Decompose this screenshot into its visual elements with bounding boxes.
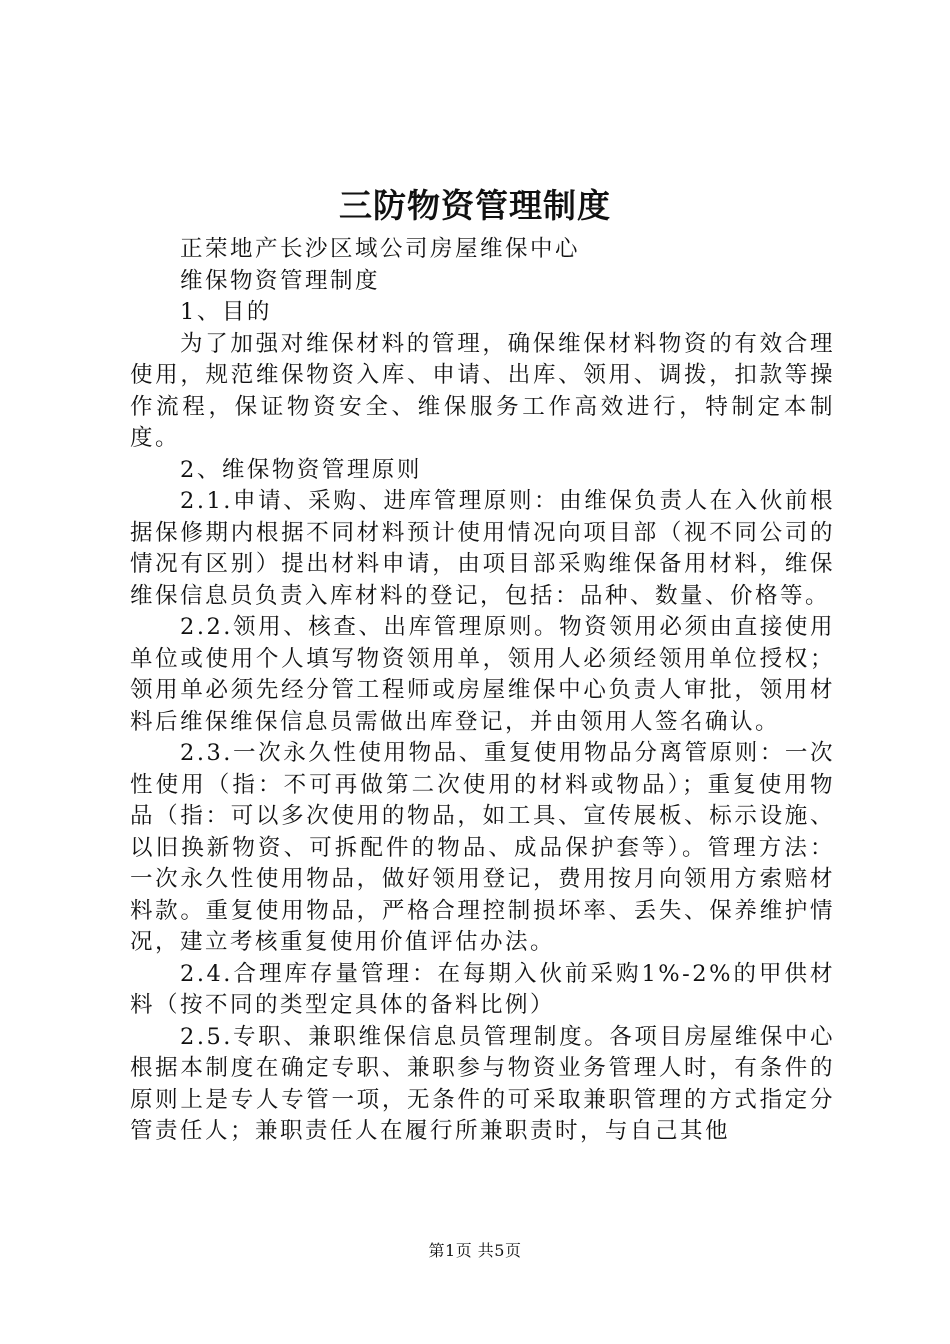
subtitle-line: 维保物资管理制度 [180, 267, 381, 294]
document-body [130, 234, 835, 1148]
section-1-heading: 1、目的 [180, 299, 272, 325]
org-line: 正荣地产长沙区域公司房屋维保中心 [180, 236, 581, 262]
paragraph-2-2: 2.2.领用、核查、出库管理原则。物资领用必须由直接使用单位或使用个人填写物资领用单，领用人必须经领用单位授权；领用单必须先经分管工程师或房屋维保中心负责人审批，领用材料后维保维保信息员需做出库登记，并由领用人签名确认。 [130, 614, 835, 735]
paragraph-2-1: 2.1.申请、采购、进库管理原则：由维保负责人在入伙前根据保修期内根据不同材料预计使用情况向项目部（视不同公司的情况有区别）提出材料申请，由项目部采购维保备用材料，维保维保信息员负责入库材料的登记，包括：品种、数量、价格等。 [130, 488, 835, 609]
paragraph-purpose: 为了加强对维保材料的管理，确保维保材料物资的有效合理使用，规范维保物资入库、申请、出库、领用、调拨，扣款等操作流程，保证物资安全、维保服务工作高效进行，特制定本制度。 [130, 330, 835, 451]
paragraph-2-3: 2.3.一次永久性使用物品、重复使用物品分离管原则：一次性使用（指：不可再做第二次使用的材料或物品）；重复使用物品（指：可以多次使用的物品，如工具、宣传展板、标示设施、以旧换新物资、可拆配件的物品、成品保护套等）。管理方法：一次永久性使用物品，做好领用登记，费用按月向领用方索赔材料款。重复使用物品，严格合理控制损坏率、丢失、保养维护情况，建立考核重复使用价值评估办法。 [130, 740, 835, 955]
section-2-heading: 2、维保物资管理原则 [180, 456, 422, 483]
paragraph-2-5: 2.5.专职、兼职维保信息员管理制度。各项目房屋维保中心根据本制度在确定专职、兼职参与物资业务管理人时，有条件的原则上是专人专管一项，无条件的可采取兼职管理的方式指定分管责任人；兼职责任人在履行所兼职责时，与自己其他 [130, 1023, 835, 1144]
paragraph-2-4: 2.4.合理库存量管理：在每期入伙前采购1%-2%的甲供材料（按不同的类型定具体的备料比例） [130, 960, 835, 1018]
page-footer: 第1页 共5页 [428, 1241, 522, 1260]
document-title: 三防物资管理制度 [339, 186, 611, 225]
